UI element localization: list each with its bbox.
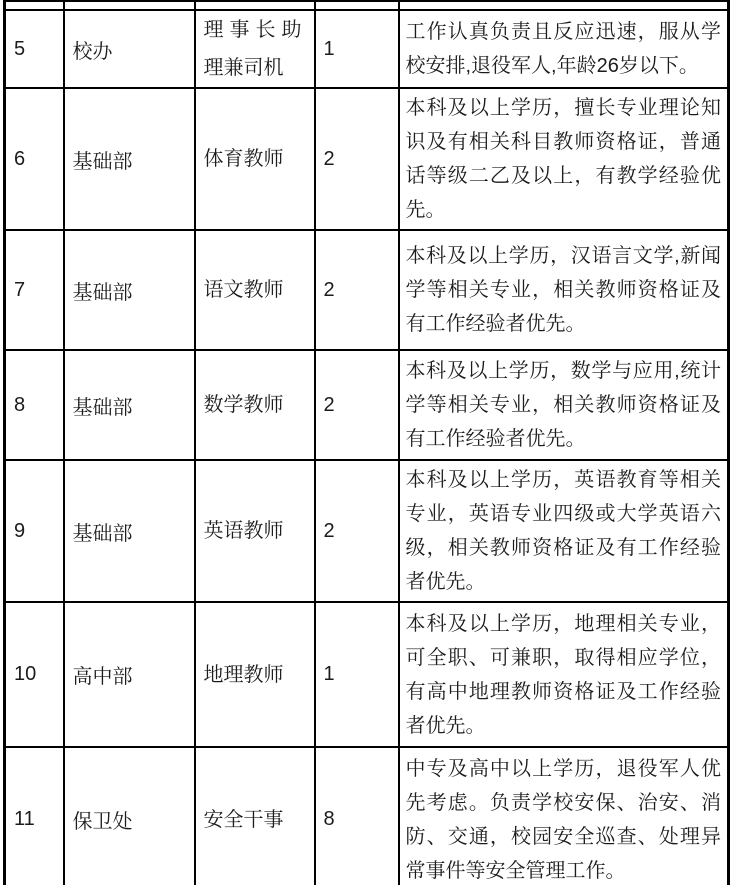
cell-headcount (315, 1, 399, 10)
table-row (5, 350, 729, 460)
table-row (5, 747, 729, 885)
cell-row-number: 10 (5, 602, 64, 747)
cell-requirements: 中专及高中以上学历，退役军人优先考虑。负责学校安保、治安、消防、交通，校园安全巡查、处理异常事件等安全管理工作。 (399, 747, 729, 885)
cell-requirements: 本科及以上学历，地理相关专业，可全职、可兼职，取得相应学位，有高中地理教师资格证及工作经验者优先。 (399, 602, 729, 747)
recruitment-table (3, 0, 730, 885)
cell-department: 基础部 (64, 350, 195, 460)
cell-department (64, 1, 195, 10)
cell-headcount: 2 (315, 350, 399, 460)
table-row (5, 10, 729, 88)
cell-position: 语文教师 (195, 230, 315, 350)
cell-position: 数学教师 (195, 350, 315, 460)
cell-row-number: 9 (5, 460, 64, 602)
cell-headcount: 1 (315, 10, 399, 88)
cell-department: 基础部 (64, 460, 195, 602)
cell-row-number: 8 (5, 350, 64, 460)
cell-department: 保卫处 (64, 747, 195, 885)
cell-headcount: 8 (315, 747, 399, 885)
cell-position: 理事长助理兼司机 (195, 10, 315, 88)
cell-department: 校办 (64, 10, 195, 88)
cell-row-number (5, 1, 64, 10)
cell-position: 英语教师 (195, 460, 315, 602)
table-row (5, 88, 729, 230)
cell-requirements: 本科及以上学历，擅长专业理论知识及有相关科目教师资格证，普通话等级二乙及以上，有教学经验优先。 (399, 88, 729, 230)
cell-department: 高中部 (64, 602, 195, 747)
cell-department: 基础部 (64, 88, 195, 230)
cell-headcount: 2 (315, 460, 399, 602)
recruitment-table-body (5, 1, 729, 885)
table-row (5, 602, 729, 747)
cell-row-number: 5 (5, 10, 64, 88)
cell-requirements (399, 1, 729, 10)
cell-headcount: 1 (315, 602, 399, 747)
table-row (5, 230, 729, 350)
table-row (5, 460, 729, 602)
cell-position: 体育教师 (195, 88, 315, 230)
cell-requirements: 工作认真负责且反应迅速，服从学校安排,退役军人,年龄26岁以下。 (399, 10, 729, 88)
cell-department: 基础部 (64, 230, 195, 350)
cell-position: 地理教师 (195, 602, 315, 747)
cell-headcount: 2 (315, 230, 399, 350)
cell-row-number: 7 (5, 230, 64, 350)
cell-row-number: 11 (5, 747, 64, 885)
cell-requirements: 本科及以上学历，英语教育等相关专业，英语专业四级或大学英语六级，相关教师资格证及有工作经验者优先。 (399, 460, 729, 602)
cell-headcount: 2 (315, 88, 399, 230)
table-row-clipped (5, 1, 729, 10)
cell-row-number: 6 (5, 88, 64, 230)
cell-position: 安全干事 (195, 747, 315, 885)
cell-position (195, 1, 315, 10)
cell-requirements: 本科及以上学历，汉语言文学,新闻学等相关专业，相关教师资格证及有工作经验者优先。 (399, 230, 729, 350)
cell-requirements: 本科及以上学历，数学与应用,统计学等相关专业，相关教师资格证及有工作经验者优先。 (399, 350, 729, 460)
